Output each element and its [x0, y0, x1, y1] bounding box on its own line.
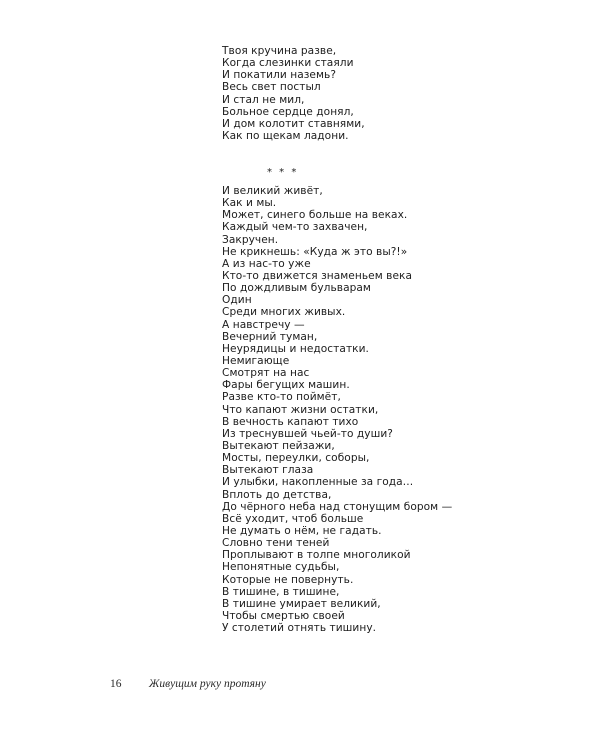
poem-line: И стал не мил, [222, 93, 305, 106]
poem-line: В тишине умирает великий, [222, 597, 381, 610]
poem-line: Весь свет постыл [222, 81, 321, 94]
poem-line: Которые не повернуть. [222, 573, 354, 586]
page-footer [110, 678, 266, 690]
poem-line: Из треснувшей чьей-то души? [222, 427, 393, 440]
poem-line: И великий живёт, [222, 185, 323, 197]
poem-line: В вечность капают тихо [222, 415, 359, 428]
poem-line: Как и мы. [222, 197, 277, 210]
poem-line: Фары бегущих машин. [222, 379, 350, 392]
running-title: Живущим руку протяну [148, 678, 266, 690]
poem-line: Один [222, 294, 252, 307]
poem-line: Вплоть до детства, [222, 488, 332, 501]
poem-line: Вытекают глаза [222, 464, 314, 477]
poem-line: В тишине, в тишине, [222, 585, 340, 598]
poem-line: Вытекают пейзажи, [222, 439, 335, 452]
poem-line: Кто-то движется знаменьем века [222, 269, 413, 282]
poem-line: Среди многих живых. [222, 306, 346, 319]
poem-line: Когда слезинки стаяли [222, 57, 354, 70]
poem-line: Чтобы смертью своей [222, 609, 345, 622]
poem-line: Мосты, переулки, соборы, [222, 452, 370, 465]
poem-line: У столетий отнять тишину. [222, 622, 377, 635]
poem-line: И улыбки, накопленные за года… [222, 476, 414, 489]
poem-line: Вечерний туман, [222, 330, 318, 343]
poem-line: Как по щекам ладони. [222, 129, 349, 142]
stanza-1 [222, 45, 365, 142]
poem-line: Что капают жизни остатки, [222, 403, 379, 416]
stanza-separator: * * * [267, 167, 299, 178]
poem-line: Больное сердце донял, [222, 105, 354, 118]
poem-line: А из нас-то уже [222, 257, 311, 270]
poem-line: Не думать о нём, не гадать. [222, 524, 382, 537]
stanza-2 [222, 185, 452, 634]
poem-line: Неурядицы и недостатки. [222, 342, 369, 355]
poem-line: До чёрного неба над стонущим бором — [222, 500, 453, 513]
poem-line: Проплывают в толпе многоликой [222, 549, 411, 562]
poem-line: Не крикнешь: «Куда ж это вы?!» [222, 245, 408, 258]
poem-line: Смотрят на нас [222, 367, 310, 380]
poem-line: Немигающе [222, 354, 290, 367]
poem-line: Всё уходит, чтоб больше [222, 512, 364, 525]
poem-line: Разве кто-то поймёт, [222, 391, 341, 404]
poem-line: А навстречу — [222, 318, 305, 331]
poem-line: Каждый чем-то захвачен, [222, 221, 368, 234]
poem-line: Словно тени теней [222, 537, 330, 550]
poem-line: По дождливым бульварам [222, 282, 371, 295]
poem-line: Может, синего больше на веках. [222, 209, 408, 222]
poem-line: Твоя кручина разве, [222, 45, 337, 57]
poem-line: Непонятные судьбы, [222, 561, 340, 574]
poem-line: Закручен. [222, 233, 279, 246]
page-number: 16 [110, 678, 122, 690]
poem-line: И дом колотит ставнями, [222, 117, 365, 130]
poem-line: И покатили наземь? [222, 69, 336, 82]
